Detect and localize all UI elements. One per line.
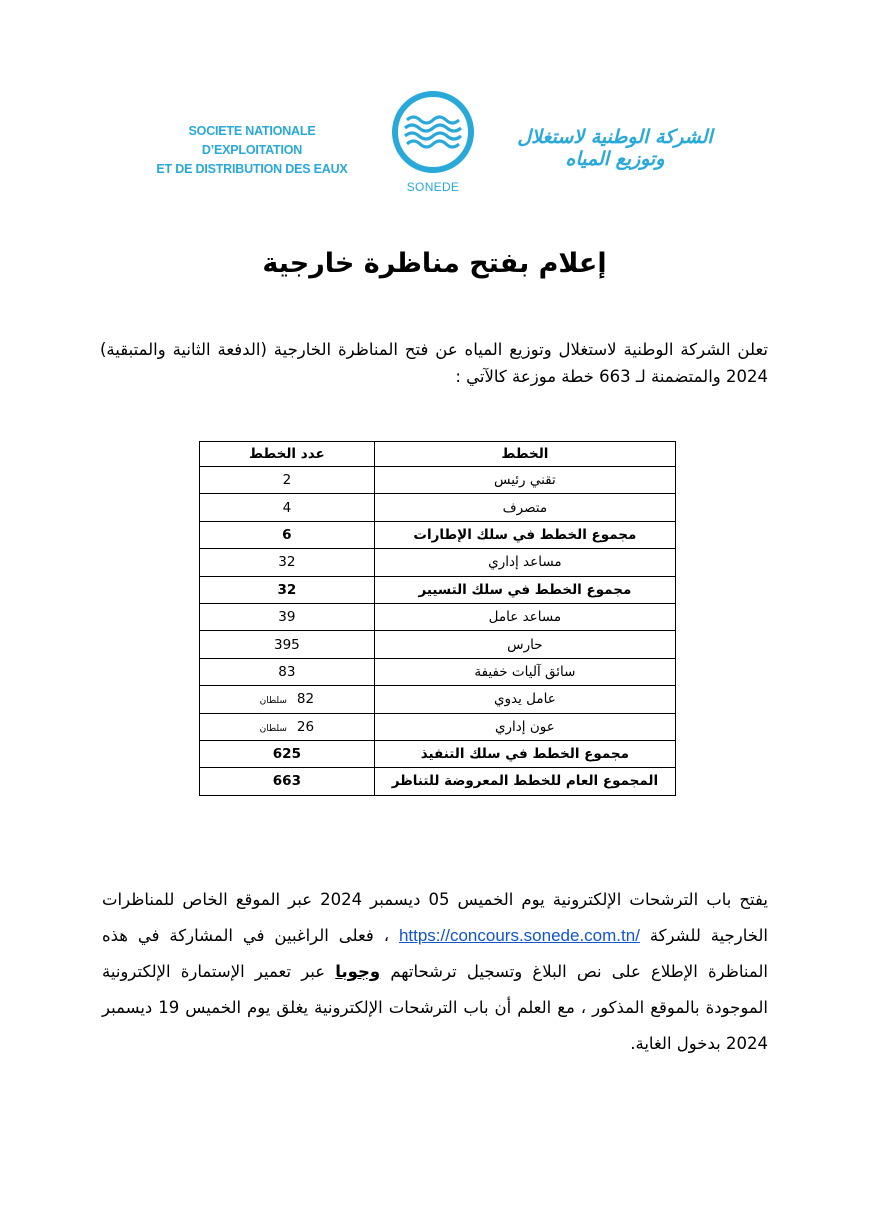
post-count-cell [200,658,375,685]
post-count-value: 395 [273,636,300,653]
table-row [200,768,676,795]
post-name-cell: مجموع الخطط في سلك الإطارات [374,521,675,548]
company-name-french-line2: ET DE DISTRIBUTION DES EAUX [156,162,348,176]
table-row [200,576,676,603]
post-name-cell: مساعد إداري [374,549,675,576]
intro-paragraph [100,336,768,390]
post-count-value: 26 [296,718,315,735]
page-header [0,88,869,198]
table-row [200,631,676,658]
post-name-cell: تقني رئيس [374,467,675,494]
post-count-value: 2 [282,472,292,489]
table-row [200,740,676,767]
body-text-part2: ، فعلى الراغبين في المشاركة في هذه المناظرة الإطلاع على نص البلاغ وتسجيل ترشحاتهم [102,926,768,981]
post-count-note: سلطان [259,723,287,734]
table-row [200,658,676,685]
intro-text: تعلن الشركة الوطنية لاستغلال وتوزيع المياه عن فتح المناظرة الخارجية (الدفعة الثانية والمتبقية) 2024 والمتضمنة لـ 663 خطة موزعة كالآتي : [100,340,768,386]
post-name-cell: مساعد عامل [374,603,675,630]
post-count-value: 6 [282,526,292,543]
post-count-note: سلطان [259,696,287,707]
company-name-french-line1: SOCIETE NATIONALE D’EXPLOITATION [188,124,316,157]
post-count-cell [200,713,375,740]
posts-table-body [200,467,676,796]
table-row [200,494,676,521]
body-text-part1: يفتح باب الترشحات الإلكترونية يوم الخميس 05 ديسمبر 2024 عبر الموقع الخاص للمناظرات الخارجية للشركة [102,890,769,945]
post-name-cell: عامل يدوي [374,686,675,713]
post-count-value: 625 [272,746,301,763]
table-header-row [200,442,676,467]
mandatory-emphasis: وجوبا [335,962,381,981]
table-row [200,603,676,630]
post-count-value: 663 [272,773,301,790]
posts-table [199,441,676,796]
post-count-cell [200,603,375,630]
post-name-cell: حارس [374,631,675,658]
table-row [200,713,676,740]
page-title: إعلام بفتح مناظرة خارجية [262,248,607,279]
table-row [200,521,676,548]
post-count-cell [200,631,375,658]
post-count-cell [200,686,375,713]
table-row [200,467,676,494]
post-count-cell [200,549,375,576]
header-post: الخطط [374,442,675,467]
post-count-value: 83 [278,663,296,680]
concours-link[interactable]: https://concours.sonede.com.tn/ [398,926,640,945]
post-count-cell [200,521,375,548]
header-count: عدد الخطط [200,442,375,467]
post-count-cell [200,494,375,521]
post-count-value: 32 [277,581,297,598]
company-name-french [152,122,352,179]
post-name-cell: المجموع العام للخطط المعروضة للتناظر [374,768,675,795]
post-count-value: 39 [278,609,296,626]
post-name-cell: مجموع الخطط في سلك التسيير [374,576,675,603]
post-name-cell: عون إداري [374,713,675,740]
post-count-value: 82 [296,691,315,708]
table-row [200,549,676,576]
post-name-cell: سائق آليات خفيفة [374,658,675,685]
table-row [200,686,676,713]
body-text-part3: عبر تعمير الإستمارة الإلكترونية الموجودة بالموقع المذكور ، مع العلم أن باب الترشحات الإلكترونية يغلق يوم الخميس 19 ديسمبر 2024 بدخول الغاية. [102,962,768,1053]
post-name-cell: مجموع الخطط في سلك التنفيذ [374,740,675,767]
company-name-arabic: الشركة الوطنية لاستغلال وتوزيع المياه [517,126,713,170]
post-name-cell: متصرف [374,494,675,521]
applications-paragraph [102,882,768,1062]
post-count-cell [200,467,375,494]
post-count-value: 32 [278,554,296,571]
post-count-value: 4 [282,499,292,516]
post-count-cell [200,768,375,795]
post-count-cell [200,576,375,603]
logo-caption: SONEDE [406,180,460,194]
post-count-cell [200,740,375,767]
